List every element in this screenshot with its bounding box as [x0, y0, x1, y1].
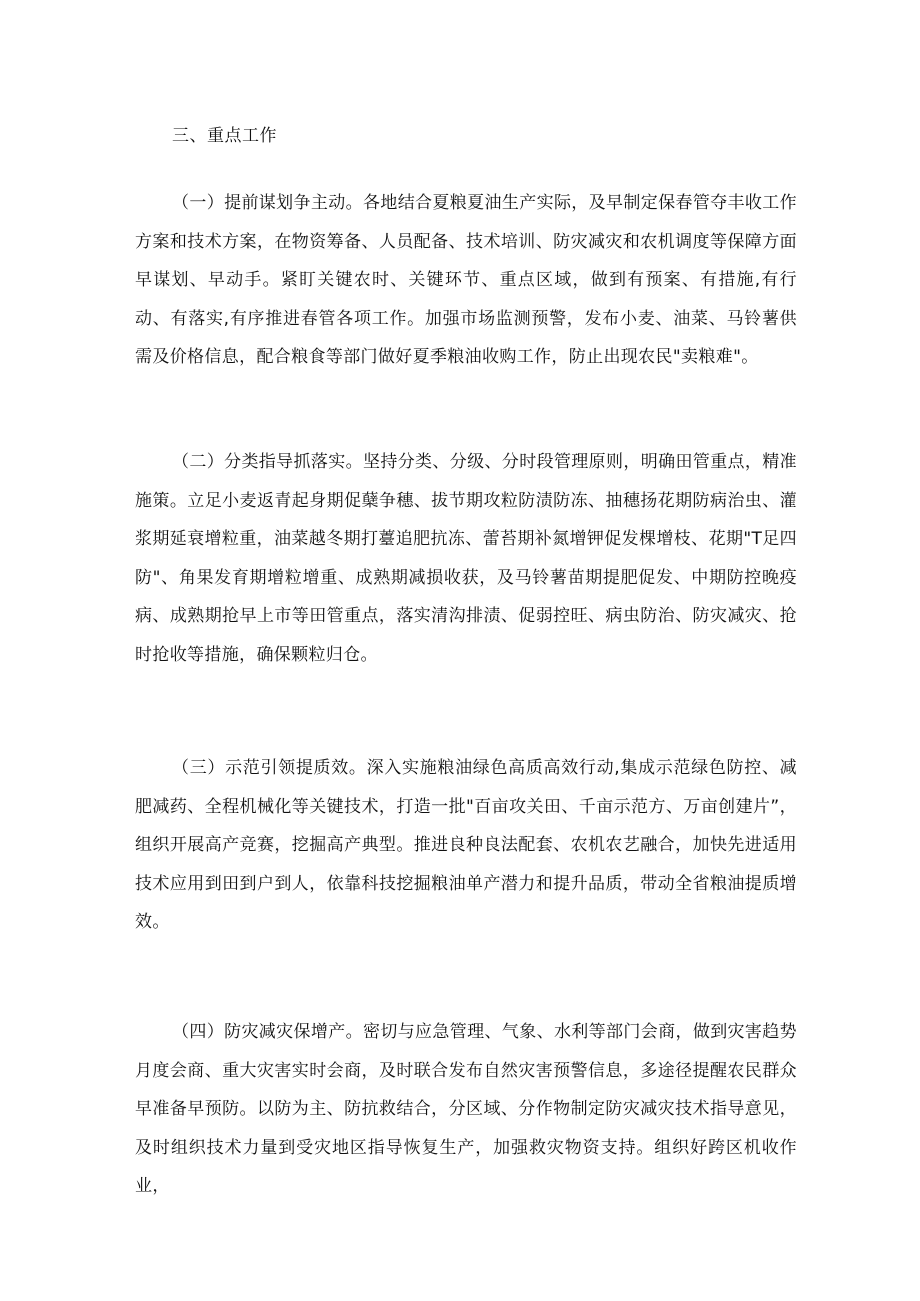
paragraph-demonstration: （三）示范引领提质效。深入实施粮油绿色高质高效行动,集成示范绿色防控、减肥减药、全程机械化等关键技术，打造一批"百亩攻关田、千亩示范方、万亩创建片”，组织开展高产竞赛，挖掘高产典型。推进良种良法配套、农机农艺融合，加快先进适用技术应用到田到户到人，依靠科技挖掘粮油单产潜力和提升品质，带动全省粮油提质增效。 — [135, 758, 797, 932]
paragraph-classified-guidance: （二）分类指导抓落实。坚持分类、分级、分时段管理原则，明确田管重点，精准施策。立足小麦返青起身期促蘖争穗、拔节期攻粒防渍防冻、抽穗扬花期防病治虫、灌浆期延衰增粒重，油菜越冬期打薹追肥抗冻、蕾苔期补氮增钾促发棵增枝、花期"T足四防"、角果发育期增粒增重、成熟期减损收获，及马铃薯苗期提肥促发、中期防控晚疫病、成熟期抢早上市等田管重点，落实清沟排渍、促弱控旺、病虫防治、防灾减灾、抢时抢收等措施，确保颗粒归仓。 — [135, 452, 797, 665]
paragraph-plan-ahead: （一）提前谋划争主动。各地结合夏粮夏油生产实际，及早制定保春管夺丰收工作方案和技术方案，在物资筹备、人员配备、技术培训、防灾减灾和农机调度等保障方面早谋划、早动手。紧盯关键农时、关键环节、重点区域，做到有预案、有措施,有行动、有落实,有序推进春管各项工作。加强市场监测预警，发布小麦、油菜、马铃薯供需及价格信息，配合粮食等部门做好夏季粮油收购工作，防止出现农民"卖粮难"。 — [135, 193, 797, 367]
paragraph-disaster-prevention: （四）防灾减灾保增产。密切与应急管理、气象、水利等部门会商，做到灾害趋势月度会商、重大灾害实时会商，及时联合发布自然灾害预警信息，多途径提醒农民群众早准备早预防。以防为主、防抗救结合，分区域、分作物制定防灾减灾技术指导意见，及时组织技术力量到受灾地区指导恢复生产，加强救灾物资支持。组织好跨区机收作业， — [135, 1022, 797, 1196]
section-heading: 三、重点工作 — [172, 126, 277, 146]
